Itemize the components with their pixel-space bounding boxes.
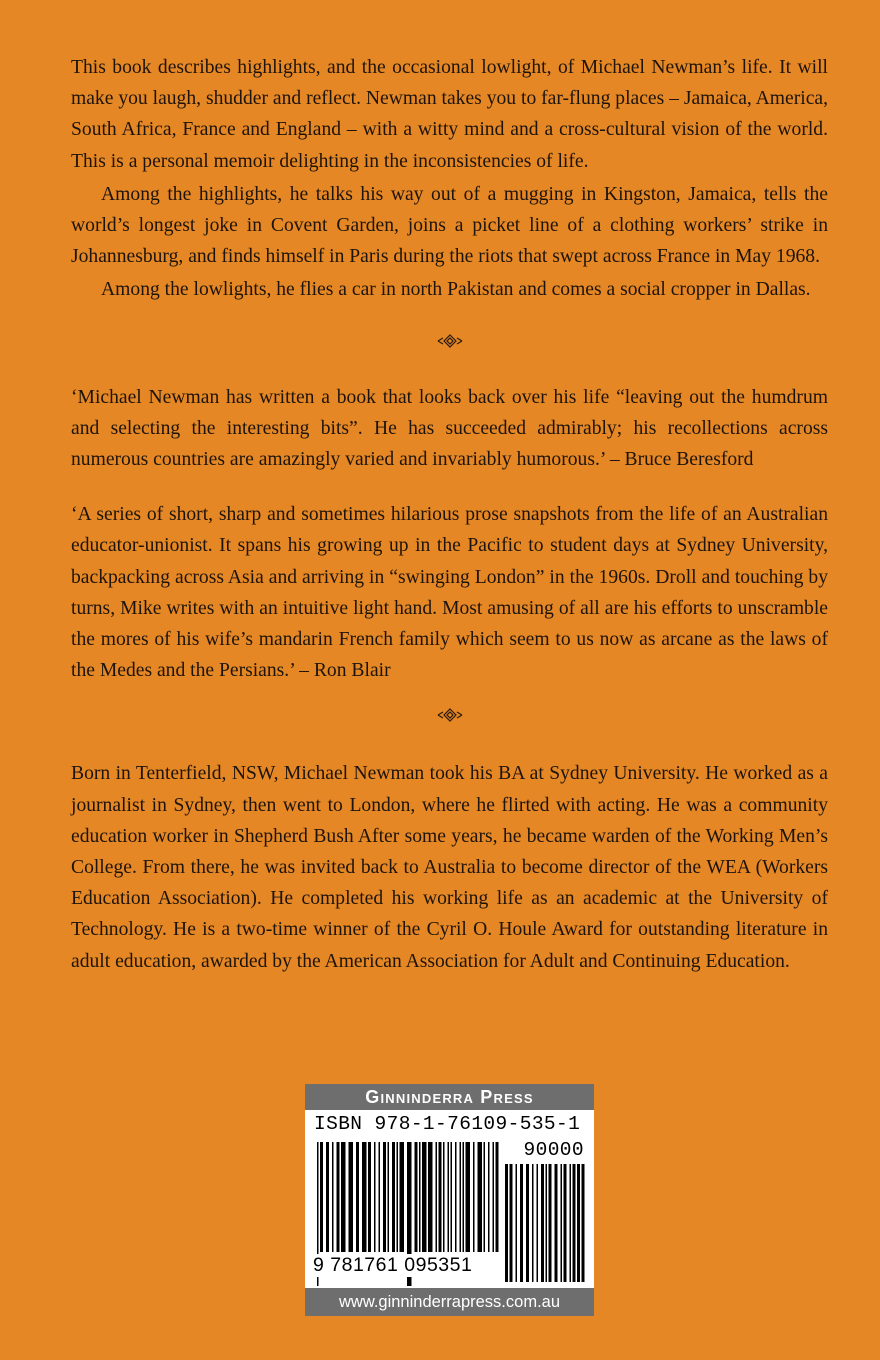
barcode-bar: [400, 1142, 405, 1252]
price-code: 90000: [523, 1139, 584, 1161]
barcode-addon-bar: [510, 1164, 513, 1282]
barcode-bar: [443, 1142, 445, 1252]
barcode-bar: [473, 1142, 475, 1252]
barcode-bar: [368, 1142, 371, 1252]
publisher-url: www.ginninderrapress.com.au: [305, 1288, 594, 1316]
barcode-addon-bar: [573, 1164, 576, 1282]
blurb-paragraph-3: Among the lowlights, he flies a car in north Pakistan and comes a social cropper in Dallas.: [101, 279, 811, 301]
barcode-bar: [484, 1142, 486, 1252]
barcode-bar: [356, 1142, 359, 1252]
barcode-addon-bar: [537, 1164, 539, 1282]
barcode-bar: [362, 1142, 367, 1252]
barcode-bar: [448, 1142, 450, 1252]
ornament-divider-1: [71, 326, 828, 356]
barcode-bar: [349, 1142, 354, 1252]
barcode-bar: [478, 1142, 483, 1252]
barcode-addon-bar: [561, 1164, 563, 1282]
review-bruce-beresford: ‘Michael Newman has written a book that looks back over his life “leaving out the humdrum and selecting the interesting bits”. He has succeeded admirably; his recollections across numerous countries are amazingly varied and invariably humorous.’ – Bruce Beresford: [71, 386, 828, 471]
barcode-addon-bar: [546, 1164, 548, 1282]
barcode-addon-bar: [526, 1164, 529, 1282]
barcode-bar: [419, 1142, 421, 1252]
barcode-bar: [466, 1142, 471, 1252]
barcode-bar: [388, 1142, 390, 1252]
publisher-name: Ginninderra Press: [305, 1084, 594, 1110]
barcode-addon-bar: [541, 1164, 544, 1282]
back-cover-text: [71, 52, 828, 977]
barcode-addon-bar: [505, 1164, 508, 1282]
barcode-addon-bar: [532, 1164, 534, 1282]
barcode-bar: [463, 1142, 465, 1252]
barcode-bar: [332, 1142, 334, 1252]
barcode-bar: [422, 1142, 427, 1252]
barcode-bar: [451, 1142, 453, 1252]
barcode-addon-bar: [564, 1164, 567, 1282]
barcode-bar: [436, 1142, 438, 1252]
barcode-bar: [496, 1142, 499, 1252]
barcode-addon-bar: [520, 1164, 523, 1282]
blurb-paragraph-2: Among the highlights, he talks his way out of a mugging in Kingston, Jamaica, tells the world’s longest joke in Covent Garden, joins a picket line of a clothing workers’ strike in Johannesburg, and finds himself in Paris during the riots that swept across France in May 1968.: [71, 183, 828, 268]
isbn-label: ISBN 978-1-76109-535-1: [314, 1113, 581, 1135]
ornament-diamond-icon: [437, 334, 463, 348]
barcode-bar: [337, 1142, 340, 1252]
barcode-bar: [392, 1142, 395, 1252]
barcode-addon-bar: [555, 1164, 558, 1282]
barcode-bar: [493, 1142, 495, 1252]
barcode-bar: [397, 1142, 399, 1252]
barcode-bar: [415, 1142, 418, 1252]
barcode-bar: [320, 1142, 323, 1252]
barcode-bar: [488, 1142, 490, 1252]
barcode-bar: [439, 1142, 442, 1252]
barcode-addon-bar: [577, 1164, 580, 1282]
barcode-bar: [341, 1142, 346, 1252]
barcode-bar: [374, 1142, 376, 1252]
ornament-divider-2: [71, 700, 828, 730]
barcode-bar: [326, 1142, 329, 1252]
ean-digits: 9 781761 095351: [313, 1254, 473, 1276]
barcode-addon-bar: [582, 1164, 585, 1282]
ornament-diamond-icon: [437, 708, 463, 722]
barcode-bar: [455, 1142, 457, 1252]
barcode-bar: [383, 1142, 386, 1252]
barcode-bar: [428, 1142, 433, 1252]
author-bio: Born in Tenterfield, NSW, Michael Newman took his BA at Sydney University. He worked as a journalist in Sydney, then went to London, where he flirted with acting. He was a community education worker in Shepherd Bush After some years, he became warden of the Working Men’s College. From there, he was invited back to Australia to become director of the WEA (Workers Education Association). He completed his working life as an academic at the University of Technology. He is a two-time winner of the Cyril O. Houle Award for outstanding literature in adult education, awarded by the American Association for Adult and Continuing Education.: [71, 763, 828, 972]
review-ron-blair: ‘A series of short, sharp and sometimes hilarious prose snapshots from the life of an Australian educator-unionist. It spans his growing up in the Pacific to student days at Sydney University, backpacking across Asia and arriving in “swinging London” in the 1960s. Droll and touching by turns, Mike writes with an intuitive light hand. Most amusing of all are his efforts to unscramble the mores of his wife’s mandarin French family which seem to us now as arcane as the laws of the Medes and the Persians.’ – Ron Blair: [71, 504, 828, 682]
barcode-bar: [460, 1142, 462, 1252]
barcode-addon-bar: [570, 1164, 572, 1282]
isbn-barcode-block: [305, 1084, 594, 1316]
barcode-addon-bar: [516, 1164, 518, 1282]
barcode-bar: [379, 1142, 381, 1252]
barcode-addon-bar: [549, 1164, 552, 1282]
blurb-paragraph-1: This book describes highlights, and the occasional lowlight, of Michael Newman’s life. It will make you laugh, shudder and reflect. Newman takes you to far-flung places – Jamaica, America, South Africa, France and England – with a witty mind and a cross-cultural vision of the world. This is a personal memoir delighting in the inconsistencies of life.: [71, 57, 828, 172]
